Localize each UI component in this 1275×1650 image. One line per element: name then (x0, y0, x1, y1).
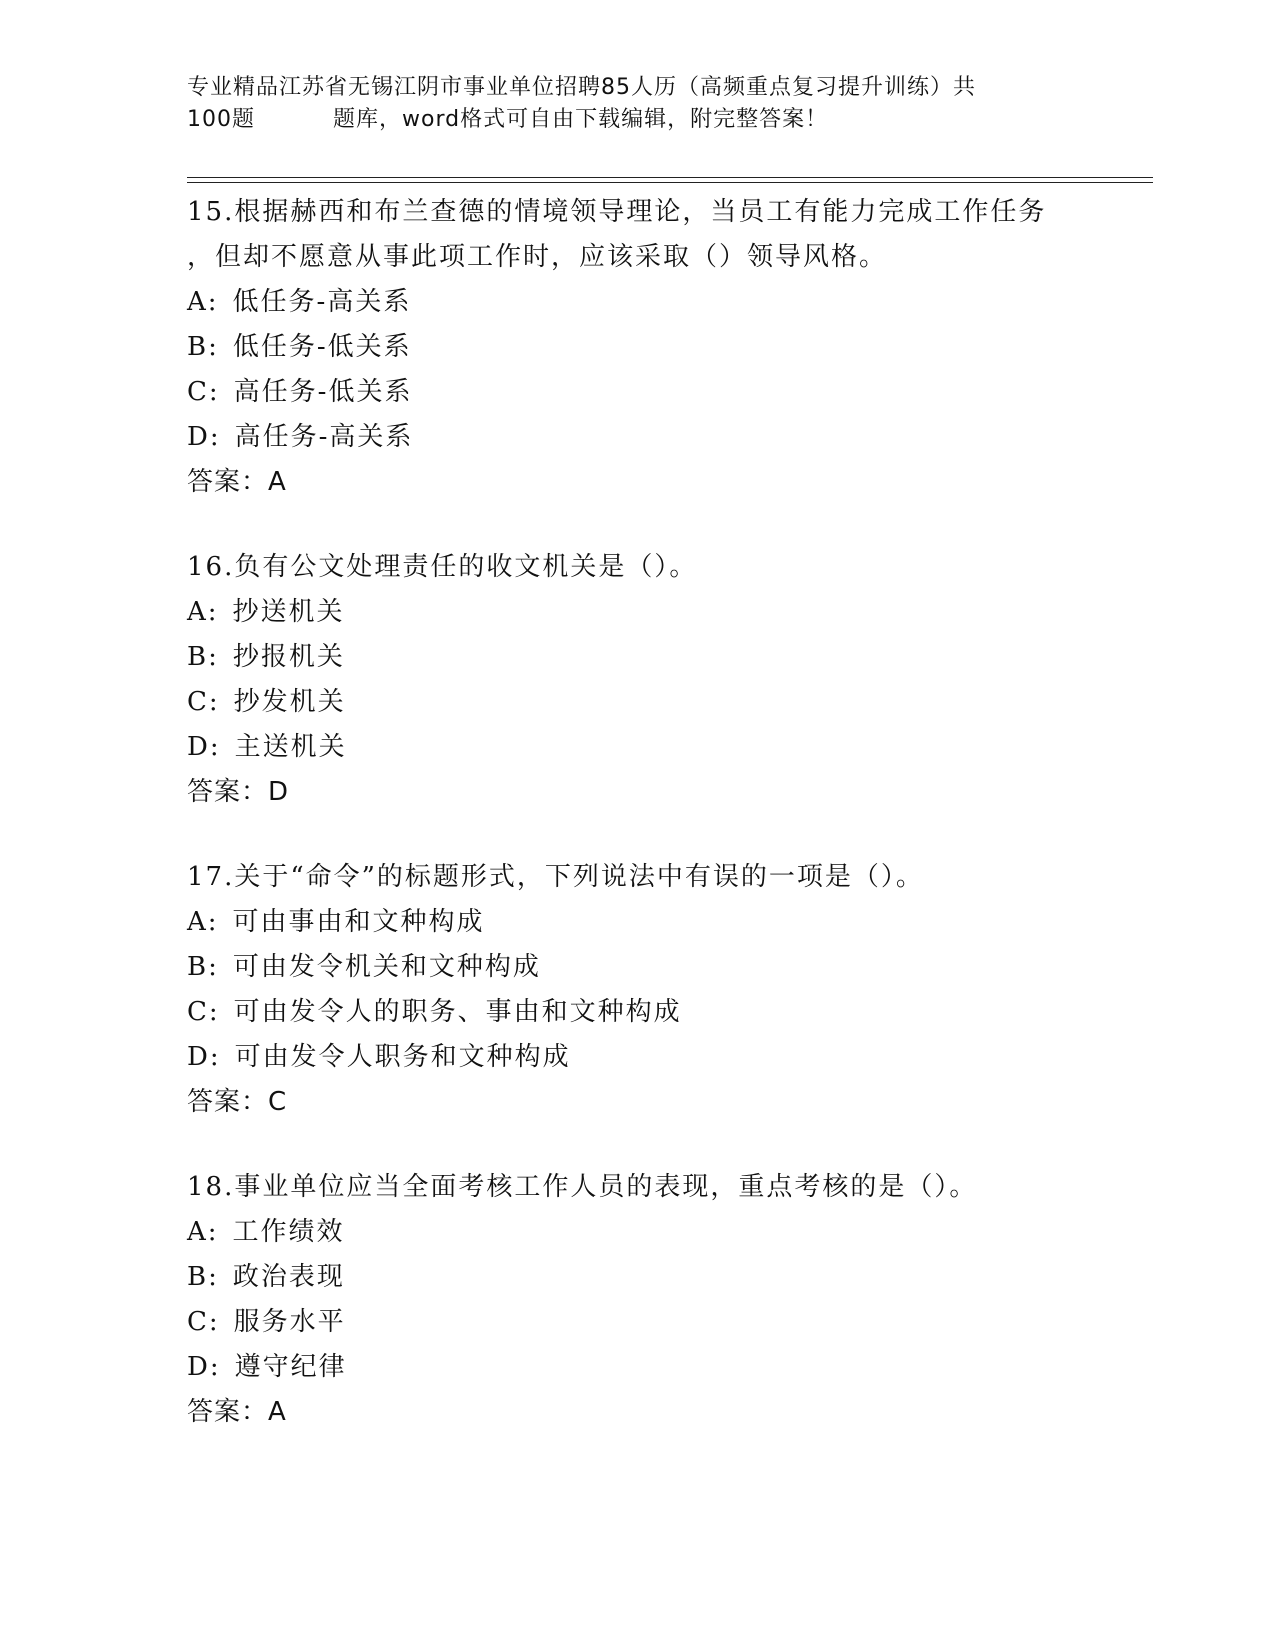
option-letter: A: (187, 907, 219, 937)
option-text: 抄报机关 (232, 642, 345, 672)
option-text: 政治表现 (232, 1262, 345, 1292)
header-title-line1: 专业精品江苏省无锡江阴市事业单位招聘85人历（高频重点复习提升训练）共 (187, 75, 976, 100)
answer-line: 答案：A (187, 467, 287, 497)
option-text: 抄发机关 (233, 687, 346, 717)
answer-line: 答案：A (187, 1397, 287, 1427)
option-letter: A: (187, 597, 219, 627)
option-b (187, 945, 1087, 990)
option-letter: D: (187, 1352, 221, 1382)
option-b (187, 1255, 1087, 1300)
option-text: 工作绩效 (232, 1217, 345, 1247)
option-d (187, 1345, 1087, 1390)
option-letter: A: (187, 1217, 219, 1247)
option-c (187, 680, 1087, 725)
option-a (187, 590, 1087, 635)
header-divider-top (187, 177, 1153, 178)
option-b (187, 325, 1087, 370)
option-c (187, 990, 1087, 1035)
option-letter: D: (187, 1042, 221, 1072)
option-text: 高任务-高关系 (234, 422, 414, 452)
question-17 (187, 855, 1087, 1125)
question-list (187, 190, 1087, 1475)
option-text: 高任务-低关系 (233, 377, 413, 407)
option-letter: A: (187, 287, 219, 317)
question-stem: 17.关于“命令”的标题形式，下列说法中有误的一项是（）。 (187, 862, 924, 892)
question-15 (187, 190, 1087, 505)
document-header (187, 72, 1087, 136)
option-text: 服务水平 (233, 1307, 346, 1337)
option-text: 可由事由和文种构成 (232, 907, 485, 937)
header-description: 题库，word格式可自由下载编辑，附完整答案！ (333, 107, 829, 132)
option-text: 可由发令人的职务、事由和文种构成 (233, 997, 682, 1027)
option-letter: B: (187, 952, 219, 982)
option-text: 低任务-低关系 (232, 332, 412, 362)
option-letter: D: (187, 422, 221, 452)
option-text: 可由发令机关和文种构成 (232, 952, 541, 982)
question-stem-continued: ，但却不愿意从事此项工作时，应该采取（）领导风格。 (187, 242, 888, 272)
header-question-count: 100题 (187, 107, 255, 132)
question-18 (187, 1165, 1087, 1435)
option-text: 主送机关 (234, 732, 347, 762)
option-letter: D: (187, 732, 221, 762)
answer-line: 答案：D (187, 777, 290, 807)
option-a (187, 280, 1087, 325)
option-text: 低任务-高关系 (232, 287, 412, 317)
option-letter: B: (187, 332, 219, 362)
question-stem: 18.事业单位应当全面考核工作人员的表现，重点考核的是（）。 (187, 1172, 978, 1202)
option-letter: C: (187, 377, 220, 407)
option-d (187, 725, 1087, 770)
question-stem: 16.负有公文处理责任的收文机关是（）。 (187, 552, 698, 582)
header-title-line2 (187, 104, 1087, 136)
option-a (187, 900, 1087, 945)
option-text: 抄送机关 (232, 597, 345, 627)
option-letter: C: (187, 997, 220, 1027)
option-letter: C: (187, 1307, 220, 1337)
option-a (187, 1210, 1087, 1255)
option-d (187, 1035, 1087, 1080)
option-letter: B: (187, 1262, 219, 1292)
header-divider-bottom (187, 182, 1153, 183)
question-stem: 15.根据赫西和布兰查德的情境领导理论，当员工有能力完成工作任务 (187, 197, 1047, 227)
answer-line: 答案：C (187, 1087, 288, 1117)
option-text: 可由发令人职务和文种构成 (234, 1042, 571, 1072)
option-letter: C: (187, 687, 220, 717)
option-c (187, 1300, 1087, 1345)
option-c (187, 370, 1087, 415)
option-d (187, 415, 1087, 460)
option-letter: B: (187, 642, 219, 672)
option-text: 遵守纪律 (234, 1352, 347, 1382)
option-b (187, 635, 1087, 680)
question-16 (187, 545, 1087, 815)
